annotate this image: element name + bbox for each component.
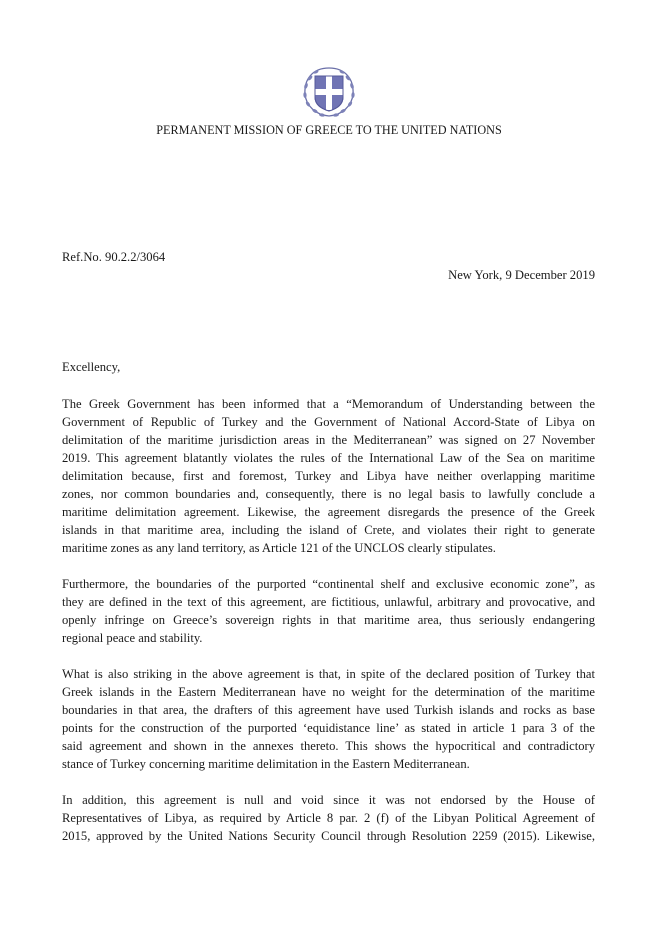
- paragraph-line: 2015, approved by the United Nations Security Council through Resolution 2259 (2015). Likewise,: [62, 829, 595, 843]
- paragraph-line: islands in that maritime area, including the island of Crete, and violates their right to generate: [62, 523, 595, 537]
- paragraph: [62, 791, 595, 845]
- paragraph-line: Greek islands in the Eastern Mediterranean have no weight for the determination of the maritime: [62, 685, 595, 699]
- paragraph-line: Furthermore, the boundaries of the purported “continental shelf and exclusive economic zone”, as: [62, 577, 595, 591]
- paragraph-line: delimitation of the maritime jurisdiction areas in the Mediterranean” was signed on 27 November: [62, 433, 595, 447]
- place-and-date: New York, 9 December 2019: [448, 268, 595, 282]
- salutation: Excellency,: [62, 360, 121, 374]
- paragraph-line: openly infringe on Greece’s sovereign rights in that maritime area, thus seriously endangering: [62, 613, 595, 627]
- paragraph-line: points for the construction of the purported ‘equidistance line’ as stated in article 1 para 3 of the: [62, 721, 595, 735]
- paragraph-line: maritime delimitation agreement. Likewise, the agreement disregards the presence of the Greek: [62, 505, 595, 519]
- paragraph-line: they are defined in the text of this agreement, are fictitious, unlawful, arbitrary and provocative, and: [62, 595, 595, 609]
- reference-number: Ref.No. 90.2.2/3064: [62, 250, 166, 264]
- emblem: [300, 64, 358, 120]
- paragraph-line: zones, nor common boundaries and, consequently, there is no legal basis to lawfully conclude a: [62, 487, 595, 501]
- paragraph-line: maritime zones as any land territory, as Article 121 of the UNCLOS clearly stipulates.: [62, 541, 496, 555]
- paragraph-line: In addition, this agreement is null and void since it was not endorsed by the House of: [62, 793, 595, 807]
- paragraph-line: delimitation because, first and foremost, Turkey and Libya have neither overlapping maritime: [62, 469, 595, 483]
- paragraph-line: Government of Republic of Turkey and the Government of National Accord-State of Libya on: [62, 415, 595, 429]
- paragraph: [62, 575, 595, 647]
- greek-coat-of-arms-icon: [300, 64, 358, 120]
- paragraph-line: 2019. This agreement blatantly violates the rules of the International Law of the Sea on maritime: [62, 451, 595, 465]
- paragraph: [62, 665, 595, 773]
- paragraph-line: stance of Turkey concerning maritime delimitation in the Eastern Mediterranean.: [62, 757, 470, 771]
- paragraph: [62, 395, 595, 557]
- letterhead-title: PERMANENT MISSION OF GREECE TO THE UNITED NATIONS: [156, 123, 502, 137]
- paragraph-line: regional peace and stability.: [62, 631, 203, 645]
- paragraph-line: boundaries in that area, the drafters of this agreement have used Turkish islands and rocks as base: [62, 703, 595, 717]
- paragraph-line: What is also striking in the above agreement is that, in spite of the declared position of Turkey that: [62, 667, 595, 681]
- paragraph-line: Representatives of Libya, as required by Article 8 par. 2 (f) of the Libyan Political Agreement of: [62, 811, 595, 825]
- paragraph-line: said agreement and shown in the annexes thereto. This shows the hypocritical and contradictory: [62, 739, 595, 753]
- paragraph-line: The Greek Government has been informed that a “Memorandum of Understanding between the: [62, 397, 595, 411]
